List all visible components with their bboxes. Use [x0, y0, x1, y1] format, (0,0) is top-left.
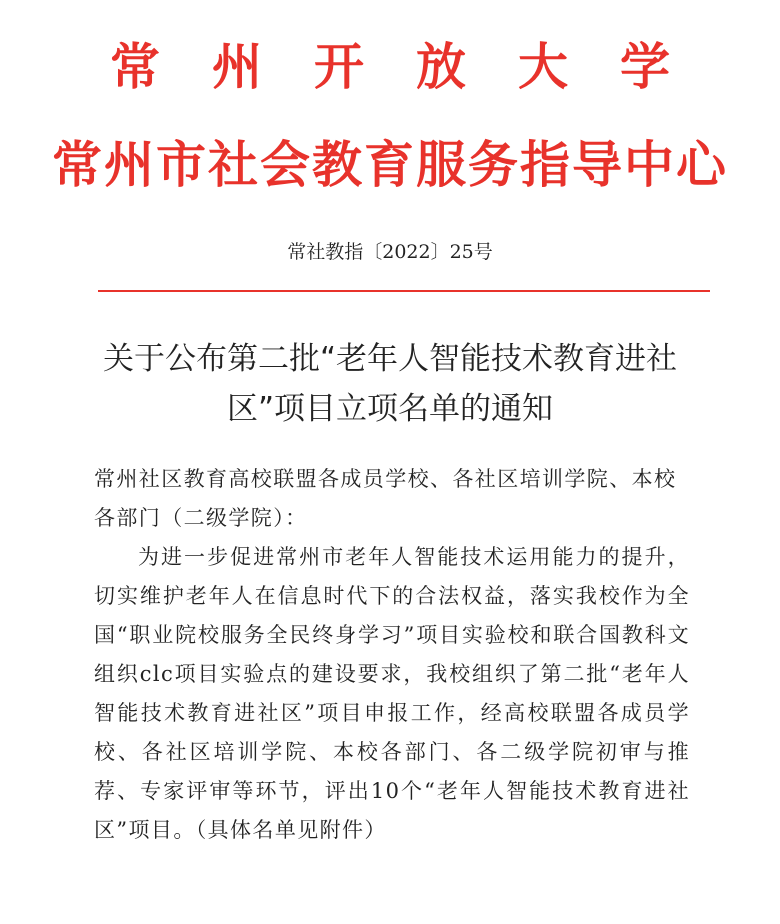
notice-title-line-2: 区”项目立项名单的通知	[226, 391, 554, 427]
org-name-center: 常州市社会教育服务指导中心	[52, 135, 728, 194]
addressee: 常州社区教育高校联盟各成员学校、各社区培训学院、本校各部门（二级学院）：	[94, 467, 677, 530]
header-divider	[98, 290, 710, 292]
org-name-university: 常州开放大学	[110, 37, 722, 96]
body-paragraph: 为进一步促进常州市老年人智能技术运用能力的提升，切实维护老年人在信息时代下的合法权益，落实我校作为全国“职业院校服务全民终身学习”项目实验校和联合国教科文组织clc项目实验点的建设要求，我校组织了第二批“老年人智能技术教育进社区”项目申报工作，经高校联盟各成员学校、各社区培训学院、本校各部门、各二级学院初审与推荐、专家评审等环节，评出10个“老年人智能技术教育进社区”项目。（具体名单见附件）	[94, 545, 690, 842]
document-number: 常社教指〔2022〕25号	[287, 241, 493, 263]
notice-title-line-1: 关于公布第二批“老年人智能技术教育进社	[102, 341, 678, 377]
notice-title	[60, 334, 720, 434]
